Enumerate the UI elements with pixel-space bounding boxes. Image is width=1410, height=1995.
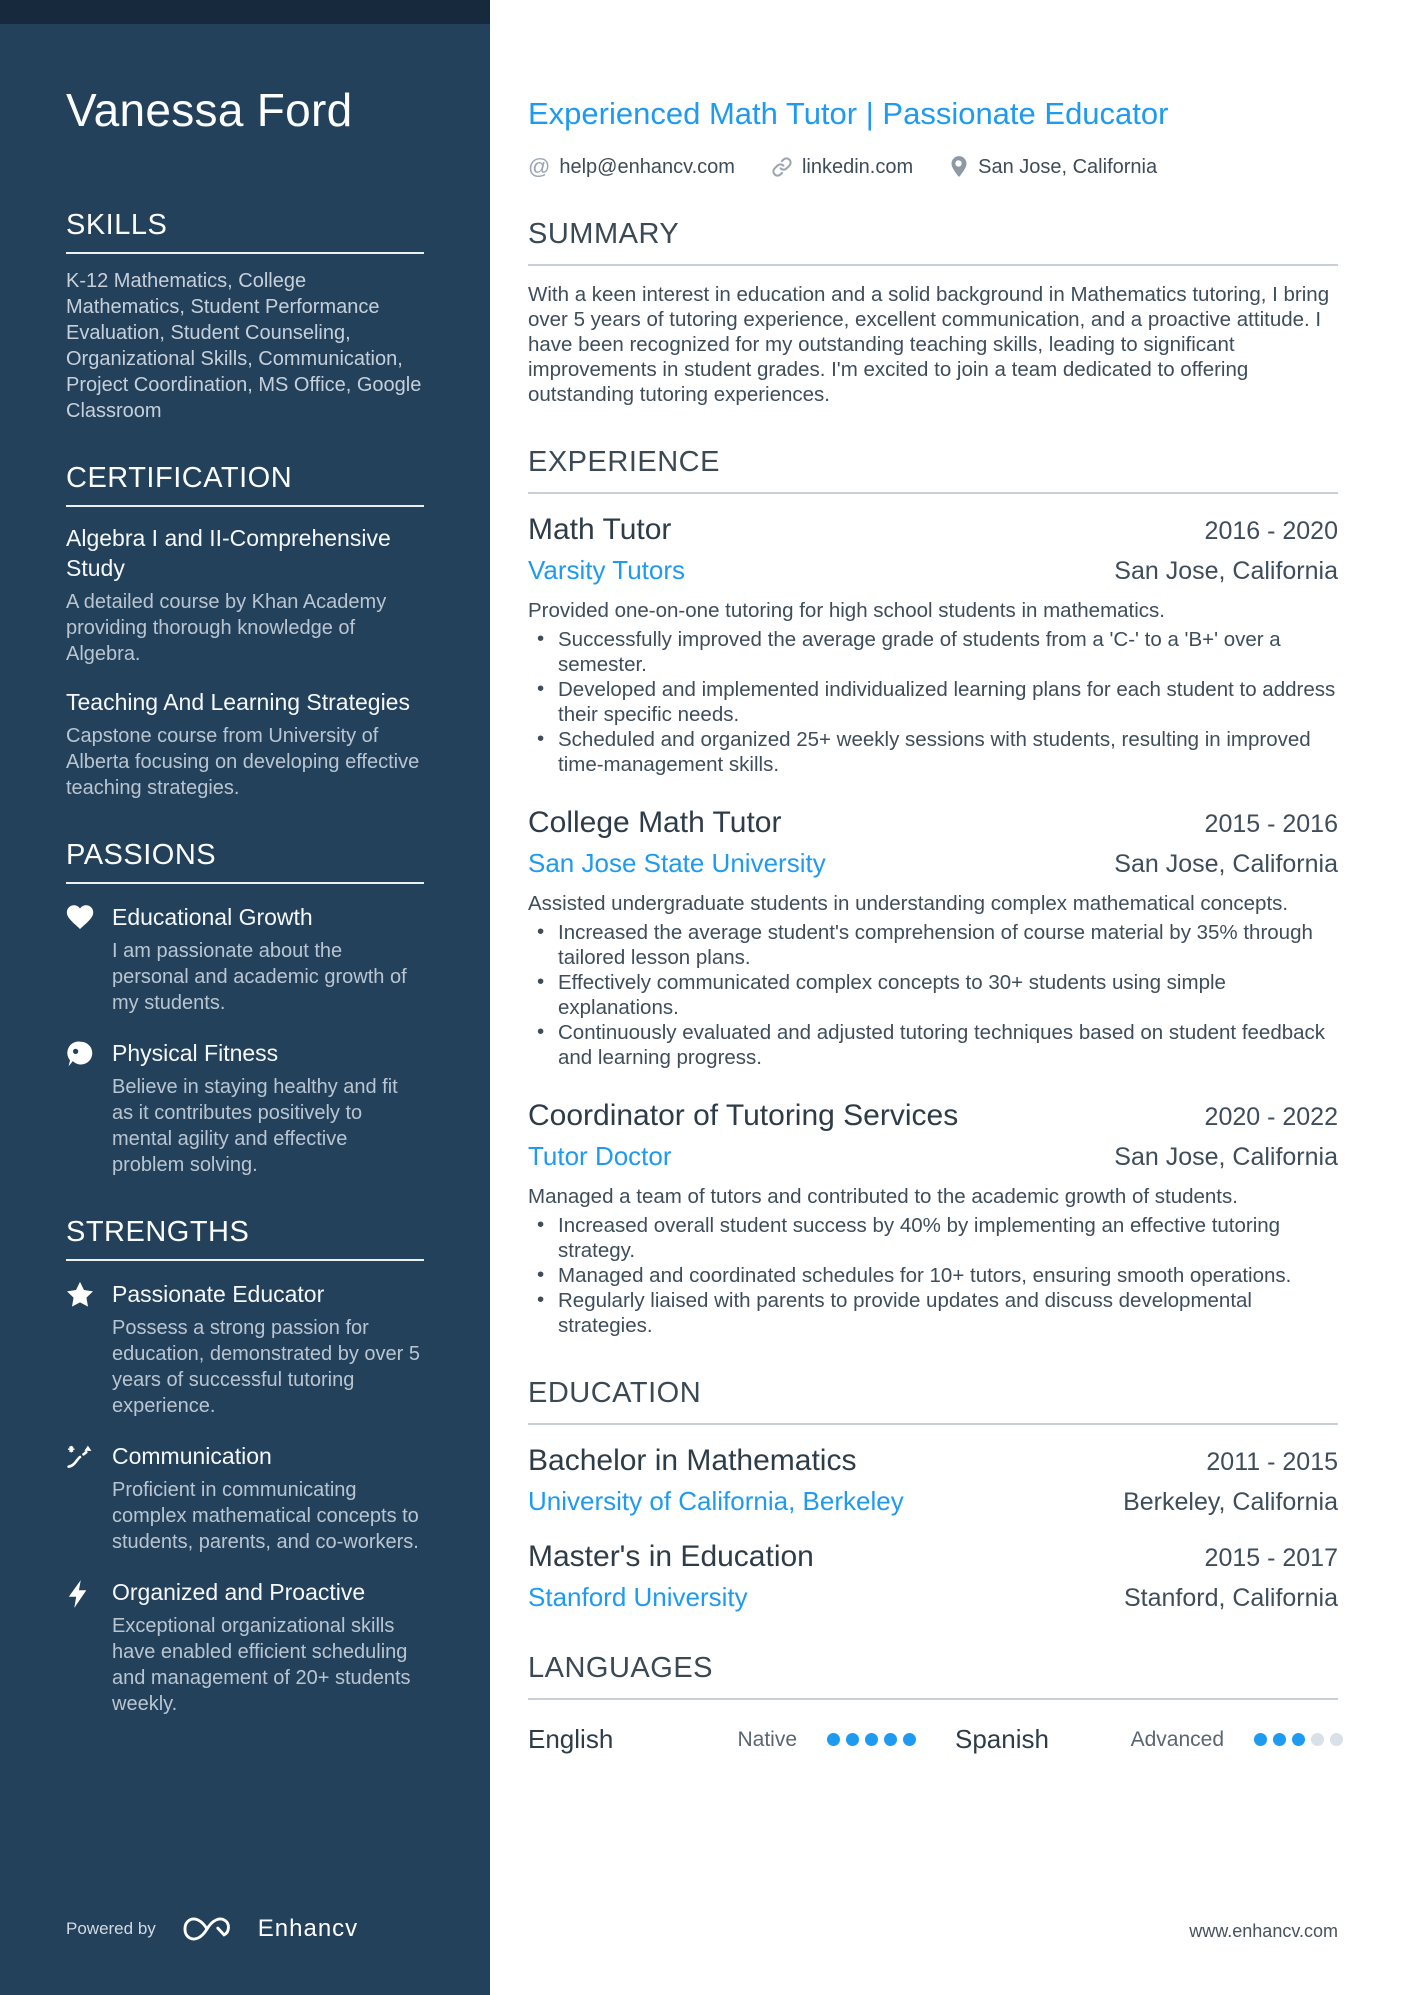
strength-item: [66, 1279, 424, 1419]
strength-description: Possess a strong passion for education, demonstrated by over 5 years of successful tutoring experience.: [112, 1317, 420, 1418]
education-heading: EDUCATION: [528, 1377, 702, 1409]
section-divider: [66, 505, 424, 507]
email-contact[interactable]: [528, 156, 735, 179]
strength-title: Communication: [112, 1443, 272, 1470]
language-proficiency-dots: [827, 1733, 916, 1746]
language-entry: [955, 1724, 1343, 1755]
job-title: Coordinator of Tutoring Services: [528, 1099, 959, 1132]
skills-section: [66, 209, 424, 424]
certification-title: Algebra I and II-Comprehensive Study: [66, 525, 391, 582]
section-divider: [66, 1259, 424, 1261]
summary-text: With a keen interest in education and a solid background in Mathematics tutoring, I bring over 5 years of tutoring experience, excellent communication, and a proactive attitude. I have been recognized for my outstanding teaching skills, leading to significant improvements in student grades. I'm excited to join a team dedicated to offering outstanding tutoring experiences.: [528, 283, 1330, 406]
education-section: [528, 1376, 1338, 1613]
passion-item: [66, 1038, 424, 1178]
strengths-heading: STRENGTHS: [66, 1216, 250, 1249]
resume-headline: Experienced Math Tutor | Passionate Educator: [528, 96, 1169, 131]
job-summary: Provided one-on-one tutoring for high school students in mathematics.: [528, 599, 1166, 622]
certification-heading: CERTIFICATION: [66, 462, 293, 495]
dot-empty: [1311, 1733, 1324, 1746]
company-name[interactable]: Varsity Tutors: [528, 555, 686, 585]
job-bullet: • Successfully improved the average grade of students from a 'C-' to a 'B+' over a semester.: [528, 627, 1338, 677]
dot-filled: [884, 1733, 897, 1746]
linkedin-contact[interactable]: [771, 156, 913, 179]
section-divider: [66, 882, 424, 884]
summary-section: [528, 217, 1338, 407]
language-level: Native: [737, 1727, 797, 1751]
school-name[interactable]: Stanford University: [528, 1582, 748, 1612]
enhancv-website-link[interactable]: www.enhancv.com: [1189, 1921, 1338, 1941]
dot-filled: [903, 1733, 916, 1746]
enhancv-logo-icon[interactable]: [180, 1913, 234, 1945]
experience-entry: [528, 512, 1338, 777]
education-entry: [528, 1443, 1338, 1517]
experience-heading: EXPERIENCE: [528, 446, 720, 478]
email-icon: @: [528, 154, 551, 179]
location-contact: [949, 155, 1157, 179]
strength-item: [66, 1441, 424, 1555]
passion-title: Physical Fitness: [112, 1040, 279, 1067]
languages-section: [528, 1651, 1338, 1755]
main-content: [490, 0, 1410, 1995]
passion-title: Educational Growth: [112, 904, 313, 931]
job-dates: 2016 - 2020: [1204, 517, 1338, 545]
certification-description: Capstone course from University of Alberta focusing on developing effective teaching strategies.: [66, 725, 420, 800]
section-divider: [528, 492, 1338, 494]
dot-empty: [1330, 1733, 1343, 1746]
languages-heading: LANGUAGES: [528, 1652, 713, 1684]
job-title: College Math Tutor: [528, 806, 782, 839]
job-bullet: • Managed and coordinated schedules for 10+ tutors, ensuring smooth operations.: [528, 1263, 1338, 1288]
language-level: Advanced: [1130, 1727, 1224, 1751]
skills-heading: SKILLS: [66, 209, 168, 242]
job-bullet: • Developed and implemented individualized learning plans for each student to address their specific needs.: [528, 677, 1338, 727]
education-dates: 2015 - 2017: [1204, 1544, 1338, 1572]
fitness-icon: [66, 1038, 96, 1178]
dot-filled: [846, 1733, 859, 1746]
lightning-icon: [66, 1577, 96, 1717]
job-bullet: • Increased overall student success by 40% by implementing an effective tutoring strategy.: [528, 1213, 1338, 1263]
location-text: San Jose, California: [978, 155, 1158, 178]
skills-list: K-12 Mathematics, College Mathematics, Student Performance Evaluation, Student Counseling, Organizational Skills, Communication, Project Coordination, MS Office, Google Classroom: [66, 270, 422, 423]
passions-section: [66, 839, 424, 1178]
passion-description: I am passionate about the personal and academic growth of my students.: [112, 940, 407, 1015]
section-divider: [528, 1423, 1338, 1425]
strength-title: Organized and Proactive: [112, 1579, 366, 1606]
powered-by-label: Powered by: [66, 1919, 156, 1938]
job-bullets: [528, 1213, 1338, 1338]
job-location: San Jose, California: [1114, 850, 1338, 878]
company-name[interactable]: San Jose State University: [528, 848, 826, 878]
job-bullet: • Effectively communicated complex concepts to 30+ students using simple explanations.: [528, 970, 1338, 1020]
language-name: English: [528, 1724, 614, 1754]
star-icon: [66, 1279, 96, 1419]
dot-filled: [1254, 1733, 1267, 1746]
certification-description: A detailed course by Khan Academy providing thorough knowledge of Algebra.: [66, 591, 387, 666]
dot-filled: [1292, 1733, 1305, 1746]
job-title: Math Tutor: [528, 513, 672, 546]
job-summary: Assisted undergraduate students in understanding complex mathematical concepts.: [528, 892, 1289, 915]
sidebar-footer: [66, 1913, 424, 1945]
certification-item: [66, 687, 424, 801]
job-bullets: [528, 920, 1338, 1070]
passion-description: Believe in staying healthy and fit as it contributes positively to mental agility and effective problem solving.: [112, 1076, 398, 1177]
strengths-section: [66, 1216, 424, 1717]
language-entry: [528, 1724, 916, 1755]
experience-entry: [528, 805, 1338, 1070]
section-divider: [528, 1698, 1338, 1700]
passion-item: [66, 902, 424, 1016]
section-divider: [528, 264, 1338, 266]
passions-heading: PASSIONS: [66, 839, 217, 872]
school-location: Berkeley, California: [1123, 1488, 1338, 1516]
degree-title: Bachelor in Mathematics: [528, 1444, 857, 1477]
sidebar-top-accent-bar: [0, 0, 490, 24]
school-name[interactable]: University of California, Berkeley: [528, 1486, 904, 1516]
experience-entry: [528, 1098, 1338, 1338]
link-icon: [771, 156, 793, 178]
contact-row: [528, 155, 1338, 179]
section-divider: [66, 252, 424, 254]
job-bullet: • Continuously evaluated and adjusted tutoring techniques based on student feedback and learning progress.: [528, 1020, 1338, 1070]
route-arrow-icon: [66, 1441, 96, 1555]
strength-description: Proficient in communicating complex mathematical concepts to students, parents, and co-workers.: [112, 1479, 419, 1554]
job-bullet: • Regularly liaised with parents to provide updates and discuss developmental strategies.: [528, 1288, 1338, 1338]
strength-item: [66, 1577, 424, 1717]
strength-title: Passionate Educator: [112, 1281, 325, 1308]
certification-title: Teaching And Learning Strategies: [66, 689, 410, 716]
job-bullets: [528, 627, 1338, 777]
education-dates: 2011 - 2015: [1206, 1448, 1338, 1476]
experience-section: [528, 445, 1338, 1338]
enhancv-brand-text[interactable]: Enhancv: [257, 1915, 359, 1942]
location-pin-icon: [949, 155, 969, 179]
job-bullet: • Scheduled and organized 25+ weekly sessions with students, resulting in improved time-management skills.: [528, 727, 1338, 777]
job-dates: 2020 - 2022: [1204, 1103, 1338, 1131]
summary-heading: SUMMARY: [528, 218, 680, 250]
linkedin-text: linkedin.com: [801, 155, 914, 178]
job-location: San Jose, California: [1114, 557, 1338, 585]
job-location: San Jose, California: [1114, 1143, 1338, 1171]
sidebar: [0, 0, 490, 1995]
certification-section: [66, 462, 424, 801]
heart-icon: [66, 902, 96, 1016]
certification-item: [66, 523, 424, 667]
school-location: Stanford, California: [1123, 1584, 1338, 1612]
email-text: help@enhancv.com: [559, 155, 735, 178]
candidate-name: Vanessa Ford: [66, 84, 353, 136]
education-entry: [528, 1539, 1338, 1613]
strength-description: Exceptional organizational skills have enabled efficient scheduling and management of 20+ students weekly.: [112, 1615, 411, 1716]
dot-filled: [1273, 1733, 1286, 1746]
job-dates: 2015 - 2016: [1204, 810, 1338, 838]
language-name: Spanish: [955, 1724, 1049, 1754]
degree-title: Master's in Education: [528, 1540, 814, 1573]
language-proficiency-dots: [1254, 1733, 1343, 1746]
job-summary: Managed a team of tutors and contributed to the academic growth of students.: [528, 1185, 1238, 1208]
job-bullet: • Increased the average student's comprehension of course material by 35% through tailored lesson plans.: [528, 920, 1338, 970]
company-name[interactable]: Tutor Doctor: [528, 1141, 672, 1171]
dot-filled: [865, 1733, 878, 1746]
dot-filled: [827, 1733, 840, 1746]
